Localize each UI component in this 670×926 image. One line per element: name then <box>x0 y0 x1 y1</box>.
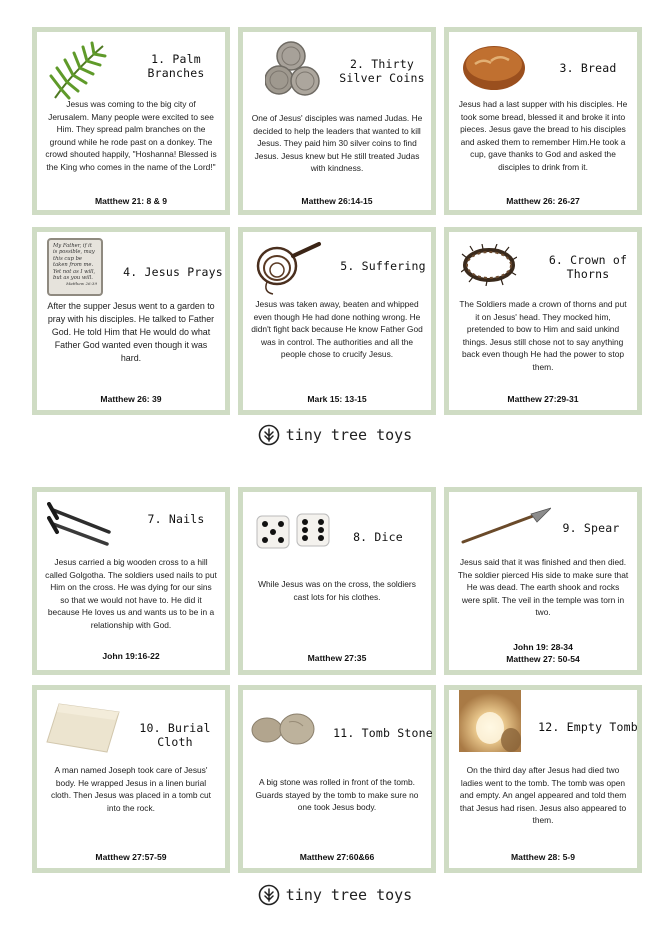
scripture-reference: Matthew 27:29-31 <box>507 394 579 404</box>
brand-name: tiny tree toys <box>285 426 413 444</box>
card-text: Jesus carried a big wooden cross to a hill called Golgotha. The soldiers used nails to put Him on the cross. He was dying for our sins so that we would not have to. He did it because He loves us and wants us to be in a relationship with God. <box>45 557 217 630</box>
card-text: Jesus was coming to the big city of Jerusalem. Many people were excited to see Him. They spread palm branches on the ground while he rode past on a donkey. The crowd shouted happily, "Hoshanna! Blessed is the King who comes in the name of the Lord!" <box>45 99 217 172</box>
card-text: One of Jesus' disciples was named Judas. He decided to help the leaders that wanted to kill Jesus. They paid him 30 silver coins to find Jesus. Jesus knew but He still treated Judas with kindness. <box>251 113 423 174</box>
scripture-reference: Matthew 26: 39 <box>100 394 162 404</box>
dice-icon <box>255 510 335 554</box>
nails-icon <box>47 502 113 548</box>
card-tomb-stone <box>238 685 436 873</box>
card-title: 4. Jesus Prays <box>123 265 223 279</box>
card-suffering <box>238 227 436 415</box>
scripture-reference: Matthew 28: 5-9 <box>511 852 575 862</box>
tomb-stone-icon <box>251 712 317 746</box>
crown-of-thorns-icon <box>461 244 517 286</box>
card-palm-branches <box>32 27 230 215</box>
card-text: A man named Joseph took care of Jesus' body. He wrapped Jesus in a linen burial cloth. Then Jesus was placed in a tomb cut into the rock. <box>51 765 211 813</box>
card-bread <box>444 27 642 215</box>
card-text: On the third day after Jesus had died two ladies went to the tomb. The tomb was open and empty. An angel appeared and told them that Jesus had risen. Jesus also appeared to them. <box>459 765 627 826</box>
card-title: 12. Empty Tomb <box>538 720 638 734</box>
card-title: 8. Dice <box>353 530 403 544</box>
card-text: While Jesus was on the cross, the soldiers cast lots for his clothes. <box>258 579 416 602</box>
card-text: After the supper Jesus went to a garden to pray with his disciples. He talked to Father God. He told Him that He would do what Father God wanted even though it was hard. <box>47 301 215 363</box>
scripture-reference: Matthew 27:35 <box>307 653 367 663</box>
card-burial-cloth <box>32 685 230 873</box>
card-title: 7. Nails <box>147 512 205 526</box>
card-title: 1. Palm Branches <box>147 52 205 80</box>
scripture-reference: Matthew 26: 26-27 <box>506 196 580 206</box>
scripture-reference-secondary: Matthew 27: 50-54 <box>506 654 580 664</box>
card-crown-of-thorns <box>444 227 642 415</box>
burial-cloth-icon <box>45 702 121 754</box>
card-nails <box>32 487 230 675</box>
card-text: The Soldiers made a crown of thorns and put it on Jesus' head. They mocked him, pretended to bow to Him and said unkind things. Jesus still chose not to say anything back even though He had the power to stop them. <box>459 299 627 372</box>
card-title: 11. Tomb Stone <box>333 726 433 740</box>
scroll-reference: Matthew 26:39 <box>66 281 97 287</box>
card-thirty-silver-coins <box>238 27 436 215</box>
whip-icon <box>253 240 323 296</box>
card-title: 6. Crown of Thorns <box>548 253 628 281</box>
palm-branch-icon <box>47 40 109 102</box>
card-text: Jesus had a last supper with his disciples. He took some bread, blessed it and broke it into pieces. Jesus gave the bread to his disciples and asked them to remember Him.He took a cup, gave thanks to God and asked the disciples to drink from it. <box>458 99 628 172</box>
card-text: Jesus said that it was finished and then died. The soldier pierced His side to make sure that He was dead. The earth shook and rocks were split. The veil in the temple was torn in two. <box>457 557 629 618</box>
brand-footer <box>0 424 670 446</box>
card-dice <box>238 487 436 675</box>
scripture-reference: Matthew 27:57-59 <box>95 852 167 862</box>
card-jesus-prays <box>32 227 230 415</box>
card-text: Jesus was taken away, beaten and whipped even though He had done nothing wrong. He didn't fight back because He know Father God was in control. The authorities and all the people chose to crucify Jesus. <box>251 299 423 360</box>
spear-icon <box>461 506 551 546</box>
brand-name: tiny tree toys <box>285 886 413 904</box>
scripture-scroll-icon <box>47 238 103 296</box>
card-empty-tomb <box>444 685 642 873</box>
card-title: 9. Spear <box>562 521 620 535</box>
card-title: 2. Thirty Silver Coins <box>339 57 425 85</box>
silver-coins-icon <box>265 40 321 98</box>
card-text: A big stone was rolled in front of the tomb. Guards stayed by the tomb to make sure no one took Jesus body. <box>255 777 419 813</box>
scripture-reference: Mark 15: 13-15 <box>307 394 367 404</box>
scroll-verse: My Father, if it is possible, may this cup be taken from me. Yet not as I will, but as you will. <box>53 243 96 282</box>
card-title: 10. Burial Cloth <box>139 721 211 749</box>
card-spear <box>444 487 642 675</box>
scripture-reference: Matthew 27:60&66 <box>299 852 375 862</box>
card-title: 5. Suffering <box>340 259 426 273</box>
card-title: 3. Bread <box>559 61 617 75</box>
tree-logo-icon <box>258 884 280 906</box>
brand-footer <box>0 884 670 906</box>
empty-tomb-icon <box>459 690 521 752</box>
scripture-reference: John 19:16-22 <box>102 651 160 661</box>
bread-icon <box>461 42 527 92</box>
scripture-reference: John 19: 28-34 <box>513 642 573 652</box>
scripture-reference: Matthew 21: 8 & 9 <box>94 196 168 206</box>
tree-logo-icon <box>258 424 280 446</box>
scripture-reference: Matthew 26:14-15 <box>301 196 373 206</box>
